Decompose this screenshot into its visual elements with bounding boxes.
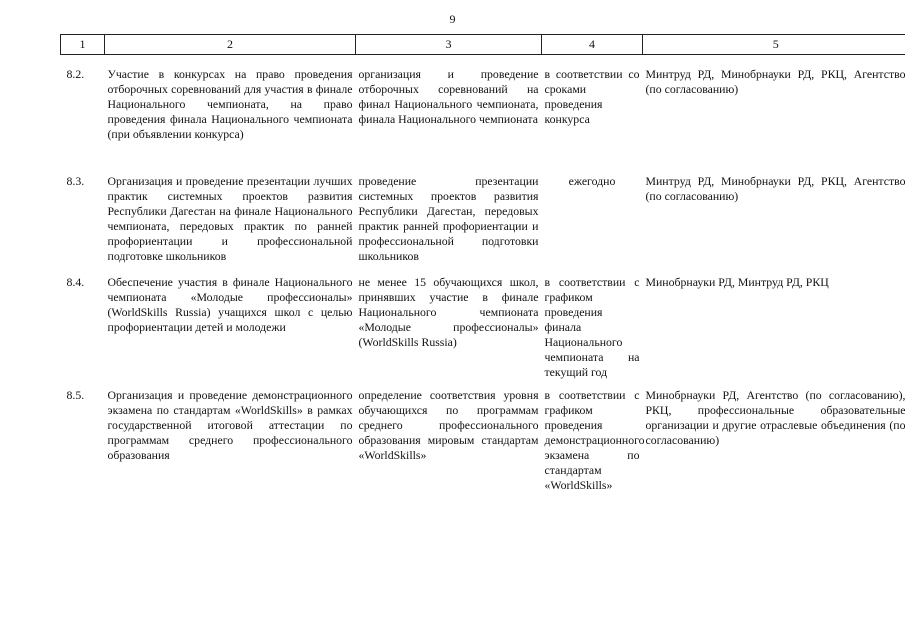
activity-plan-table xyxy=(60,34,905,493)
column-header-3: 3 xyxy=(356,35,542,55)
responsible-cell: Минобрнауки РД, Минтруд РД, РКЦ xyxy=(645,275,829,289)
table-row xyxy=(61,388,905,493)
responsible-cell: Минобрнауки РД, Агентство (по согласованию), РКЦ, профессиональные образовательные организации и другие отраслевые объединения (по согласованию) xyxy=(645,388,905,447)
column-header-5: 5 xyxy=(643,35,905,55)
row-number: 8.3. xyxy=(66,174,85,188)
row-number: 8.5. xyxy=(66,388,85,402)
table-row xyxy=(61,55,905,175)
header-row xyxy=(61,35,905,55)
term-cell: в соответствии со сроками проведения конкурса xyxy=(544,67,640,126)
activity-cell: Организация и проведение презентации лучших практик системных проектов развития Республики Дагестан на финале Национального чемпионата, передовых практик по ранней профориентации и профессиональной подготовке школьников xyxy=(107,174,353,263)
column-header-1: 1 xyxy=(61,35,105,55)
result-cell: определение соответствия уровня обучающихся по программам среднего профессионального образования мировым стандартам «WorldSkills» xyxy=(358,388,539,462)
result-cell: проведение презентации системных проектов развития Республики Дагестан, передовых практик ранней профориентации и профессиональной подготовки школьников xyxy=(358,174,539,263)
row-number: 8.2. xyxy=(66,67,85,81)
column-header-2: 2 xyxy=(105,35,356,55)
page-number: 9 xyxy=(449,12,456,26)
table-row xyxy=(61,174,905,275)
term-cell: ежегодно xyxy=(568,174,616,188)
term-cell: в соответствии с графиком проведения демонстрационного экзамена по стандартам «WorldSkills» xyxy=(544,388,645,492)
result-cell: организация и проведение отборочных соревнований на финал Национального чемпионата, финала Национального чемпионата xyxy=(358,67,539,126)
responsible-cell: Минтруд РД, Минобрнауки РД, РКЦ, Агентство (по согласованию) xyxy=(645,174,905,203)
result-cell: не менее 15 обучающихся школ, принявших участие в финале Национального чемпионата «Молодые профессионалы» (WorldSkills Russia) xyxy=(358,275,539,349)
term-cell: в соответствии с графиком проведения финала Национального чемпионата на текущий год xyxy=(544,275,640,379)
table-header xyxy=(61,35,905,55)
activity-cell: Организация и проведение демонстрационного экзамена по стандартам «WorldSkills» в рамках государственной итоговой аттестации по программам среднего профессионального образования xyxy=(107,388,353,462)
table-body xyxy=(61,55,905,494)
activity-cell: Обеспечение участия в финале Национального чемпионата «Молодые профессионалы» (WorldSkills Russia) учащихся школ с целью профориентации детей и молодежи xyxy=(107,275,353,334)
responsible-cell: Минтруд РД, Минобрнауки РД, РКЦ, Агентство (по согласованию) xyxy=(645,67,905,96)
row-number: 8.4. xyxy=(66,275,85,289)
column-header-4: 4 xyxy=(542,35,643,55)
activity-cell: Участие в конкурсах на право проведения отборочных соревнований для участия в финале Национального чемпионата, на право проведения финала Национального чемпионата (при объявлении конкурса) xyxy=(107,67,353,141)
table-row xyxy=(61,275,905,388)
